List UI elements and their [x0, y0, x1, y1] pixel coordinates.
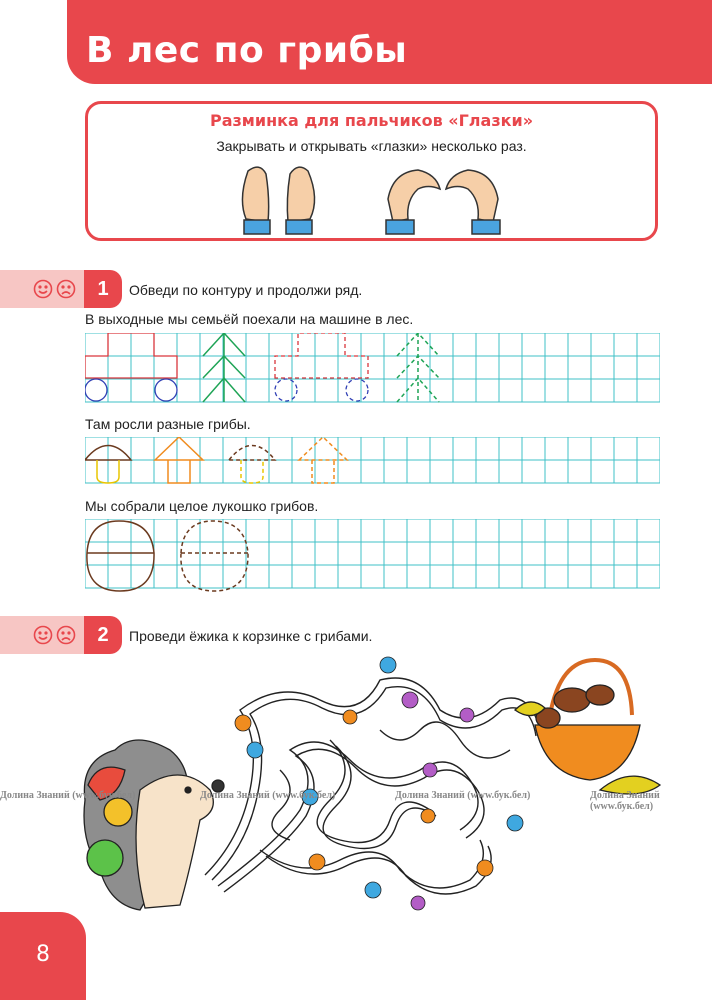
- open-hands-icon: [386, 170, 500, 234]
- tree-dashed-icon: [397, 333, 439, 402]
- row1-text: В выходные мы семьёй поехали на машине в лес.: [85, 311, 414, 327]
- warmup-instruction: Закрывать и открывать «глазки» несколько раз.: [216, 138, 527, 154]
- page-title: В лес по грибы: [86, 30, 408, 71]
- sad-face-icon: [58, 281, 75, 298]
- mushroom-basket-icon: [515, 660, 660, 794]
- watermark: Долина Знаний (www.бук.бел): [200, 790, 336, 801]
- hedgehog-icon: [84, 740, 224, 910]
- task1-instruction: Обведи по контуру и продолжи ряд.: [129, 282, 363, 298]
- row3-text: Мы собрали целое лукошко грибов.: [85, 498, 319, 514]
- hands-illustration: [88, 104, 661, 244]
- basket-solid-icon: [87, 521, 154, 591]
- page-number-tab: [0, 912, 86, 1000]
- watermark: Долина Знаний (www.бук.бел): [0, 790, 136, 801]
- basket-dashed-icon: [181, 521, 248, 591]
- task2-instruction: Проведи ёжика к корзинке с грибами.: [129, 628, 373, 644]
- happy-face-icon: [35, 281, 52, 298]
- task-number: 2: [84, 616, 122, 654]
- task-number: 1: [84, 270, 122, 308]
- mushroom-pointed-solid-icon: [155, 437, 203, 483]
- tree-solid-icon: [203, 333, 245, 402]
- warmup-box: [85, 101, 658, 241]
- smiley-icons: [33, 278, 77, 300]
- closed-hands-icon: [242, 167, 314, 234]
- watermark: Долина Знаний (www.бук.бел): [590, 790, 660, 812]
- watermark: Долина Знаний (www.бук.бел): [395, 790, 531, 801]
- maze-illustration: [0, 640, 712, 920]
- mushroom-round-dashed-icon: [229, 446, 275, 484]
- car-dashed-icon: [275, 333, 368, 401]
- task-badge-1: [0, 270, 122, 308]
- row2-text: Там росли разные грибы.: [85, 416, 251, 432]
- warmup-title: Разминка для пальчиков «Глазки»: [209, 111, 534, 130]
- page-number: 8: [36, 942, 50, 967]
- tracing-grid-3: [85, 519, 660, 592]
- tracing-grid-2: [85, 437, 660, 485]
- tracing-grid-1: [85, 333, 660, 403]
